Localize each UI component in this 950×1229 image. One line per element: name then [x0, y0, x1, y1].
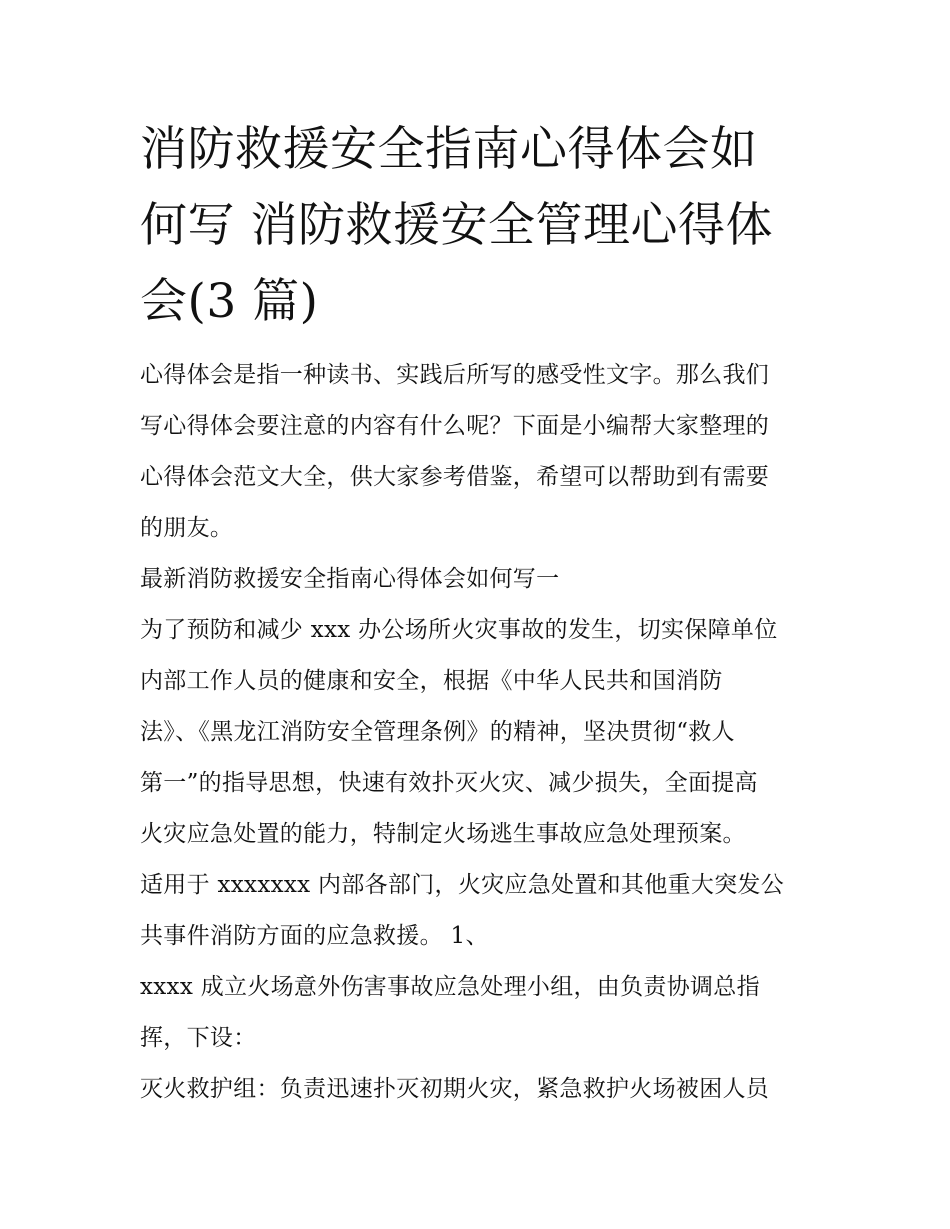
body-line: 心得体会是指一种读书、实践后所写的感受性文字。那么我们: [140, 362, 770, 388]
section-heading: 最新消防救援安全指南心得体会如何写一: [140, 566, 560, 592]
title-line: 会(3 篇): [140, 274, 319, 329]
body-line: 法》、《黑龙江消防安全管理条例》的精神，坚决贯彻“救人: [140, 719, 735, 745]
body-line: xxxx 成立火场意外伤害事故应急处理小组，由负责协调总指: [140, 974, 760, 1000]
title-line: 消防救援安全指南心得体会如: [140, 122, 758, 177]
body-line: 内部工作人员的健康和安全，根据《中华人民共和国消防: [140, 668, 723, 694]
document-content: [140, 112, 820, 1115]
body-line: 火灾应急处置的能力，特制定火场逃生事故应急处理预案。: [140, 821, 746, 847]
body-line: 心得体会范文大全，供大家参考借鉴，希望可以帮助到有需要: [140, 464, 770, 490]
body-line: 为了预防和减少 xxx 办公场所火灾事故的发生，切实保障单位: [140, 617, 778, 643]
body-line: 的朋友。: [140, 515, 234, 541]
body-line: 写心得体会要注意的内容有什么呢？下面是小编帮大家整理的: [140, 413, 770, 439]
document-body: [140, 350, 820, 1115]
body-line: 挥，下设：: [140, 1025, 257, 1051]
body-line: 共事件消防方面的应急救援。 1、: [140, 923, 489, 949]
body-line: 第一”的指导思想，快速有效扑灭火灾、减少损失，全面提高: [140, 770, 758, 796]
body-line: 灭火救护组：负责迅速扑灭初期火灾，紧急救护火场被困人员: [140, 1076, 770, 1102]
title-line: 何写 消防救援安全管理心得体: [140, 198, 773, 253]
body-line: 适用于 xxxxxxx 内部各部门，火灾应急处置和其他重大突发公: [140, 872, 785, 898]
document-title: [140, 112, 820, 340]
